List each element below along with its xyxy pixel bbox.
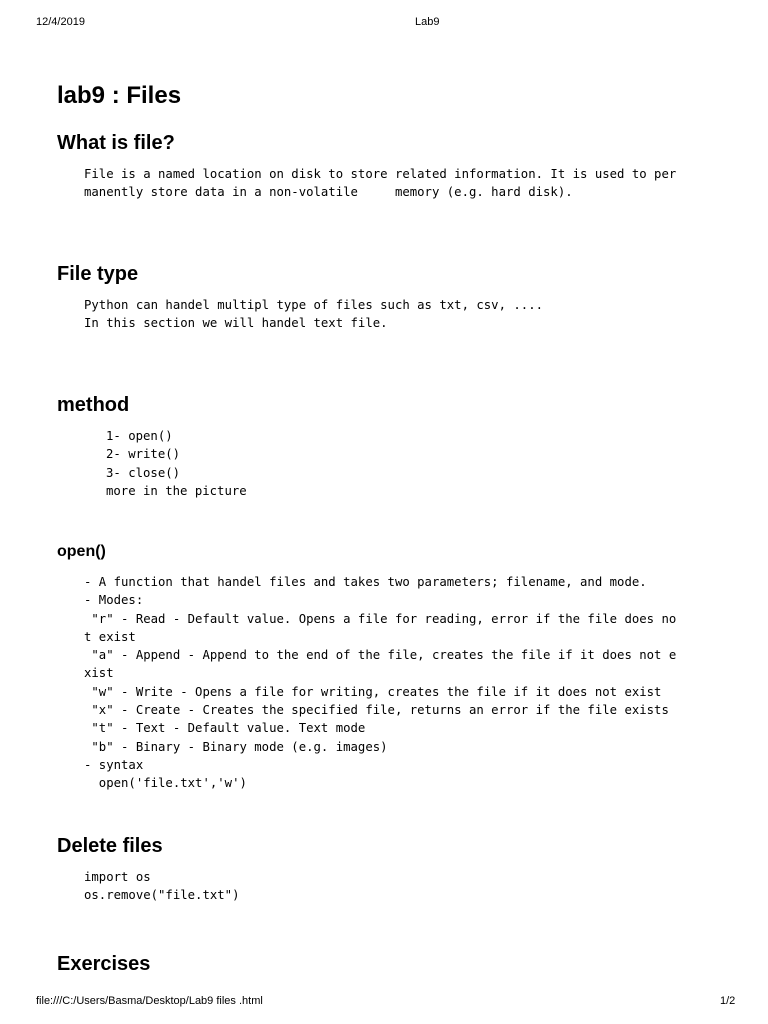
method-list (106, 427, 247, 500)
text-line: xist (84, 666, 114, 681)
list-item: 2- write() (106, 447, 181, 462)
delete-files-code (84, 868, 239, 905)
heading-what-is-file: What is file? (57, 132, 175, 154)
text-line: - Modes: (84, 593, 144, 608)
print-file-path: file:///C:/Users/Basma/Desktop/Lab9 files .html (36, 995, 263, 1007)
heading-exercises: Exercises (57, 953, 151, 975)
list-item: 1- open() (106, 429, 173, 443)
text-line: "b" - Binary - Binary mode (e.g. images) (84, 739, 388, 754)
list-item: 3- close() (106, 465, 181, 480)
text-line: "t" - Text - Default value. Text mode (84, 721, 366, 736)
text-line: - syntax (84, 757, 144, 772)
heading-delete-files: Delete files (57, 835, 163, 857)
text-line: - A function that handel files and takes two parameters; filename, and mode. (84, 575, 647, 589)
text-line: "a" - Append - Append to the end of the file, creates the file if it does not e (84, 648, 677, 663)
print-page-number: 1/2 (720, 995, 736, 1007)
print-title: Lab9 (415, 16, 440, 28)
what-is-file-text (84, 165, 676, 202)
heading-file-type: File type (57, 263, 139, 285)
code-line: import os (84, 870, 151, 884)
code-line: os.remove("file.txt") (84, 888, 240, 903)
text-line: "x" - Create - Creates the specified file, returns an error if the file exists (84, 703, 669, 718)
text-line: "r" - Read - Default value. Opens a file for reading, error if the file does no (84, 611, 677, 626)
text-line: t exist (84, 629, 136, 644)
text-line: In this section we will handel text file. (84, 316, 388, 331)
text-line: "w" - Write - Opens a file for writing, creates the file if it does not exist (84, 684, 662, 699)
text-line: Python can handel multipl type of files such as txt, csv, .... (84, 298, 544, 312)
print-date: 12/4/2019 (36, 16, 85, 28)
heading-open: open() (57, 543, 106, 560)
file-type-text (84, 296, 543, 333)
text-line: File is a named location on disk to store related information. It is used to per (84, 167, 677, 181)
page-title: lab9 : Files (57, 82, 182, 109)
text-line: open('file.txt','w') (84, 776, 247, 791)
text-line: manently store data in a non-volatile memory (e.g. hard disk). (84, 185, 573, 200)
list-item: more in the picture (106, 483, 247, 498)
open-description (84, 573, 676, 793)
heading-method: method (57, 394, 130, 416)
